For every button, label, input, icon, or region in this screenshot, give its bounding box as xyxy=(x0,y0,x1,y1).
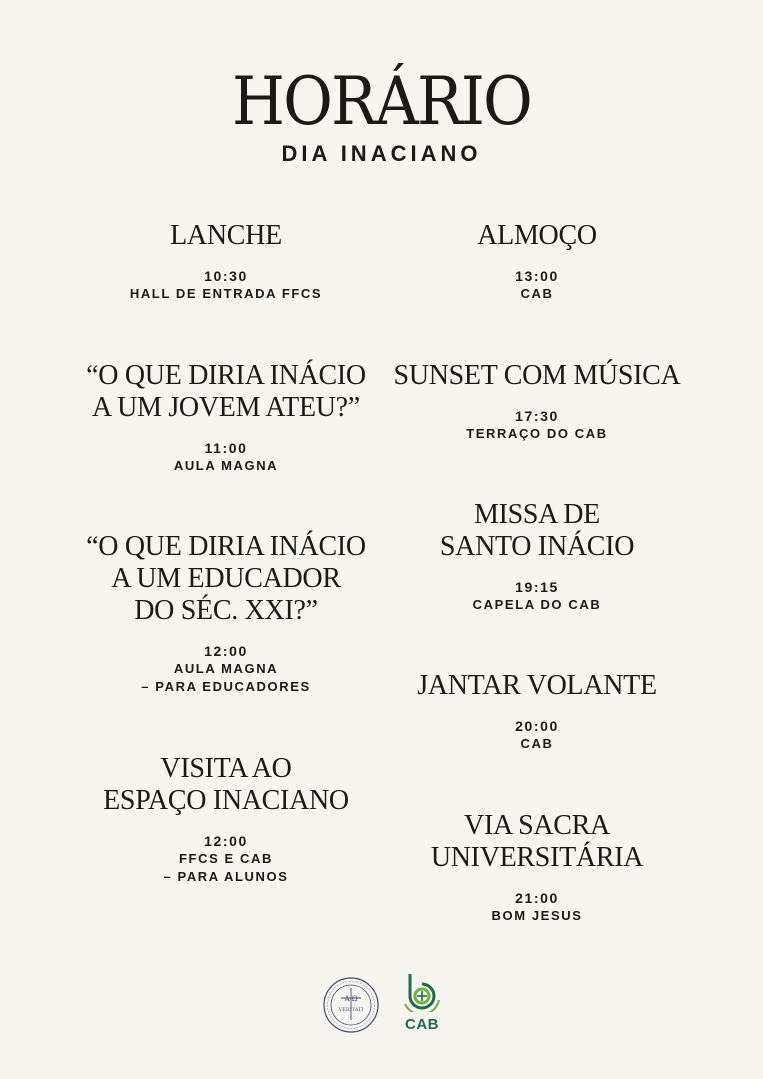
event-time: 20:00 xyxy=(515,718,559,734)
event-sunset xyxy=(377,360,697,443)
event-almoco xyxy=(377,220,697,303)
event-place: HALL DE ENTRADA FFCS xyxy=(129,286,323,301)
event-place: FFCS E CAB – PARA ALUNOS xyxy=(163,851,289,884)
event-title: VISITA AO ESPAÇO INACIANO xyxy=(103,753,349,816)
event-time: 10:30 xyxy=(204,268,248,284)
event-time: 17:30 xyxy=(515,408,559,424)
event-title: ALMOÇO xyxy=(477,220,597,251)
cab-label: CAB xyxy=(405,1016,439,1033)
event-time: 12:00 xyxy=(204,833,248,849)
event-time: 13:00 xyxy=(515,268,559,284)
event-place: AULA MAGNA xyxy=(173,458,279,473)
event-visita xyxy=(66,753,386,886)
event-jantar xyxy=(377,670,697,753)
event-title: “O QUE DIRIA INÁCIO A UM EDUCADOR DO SÉC. XXI?” xyxy=(86,531,366,626)
event-time: 12:00 xyxy=(204,643,248,659)
event-time: 19:15 xyxy=(515,579,559,595)
event-place: BOM JESUS xyxy=(491,908,583,923)
event-lanche xyxy=(66,220,386,303)
event-missa xyxy=(377,499,697,614)
page-title: HORÁRIO xyxy=(232,63,531,140)
cab-symbol-icon xyxy=(396,970,448,1012)
seal-letters: A Ω xyxy=(344,995,358,1003)
event-educador xyxy=(66,531,386,696)
university-seal-icon xyxy=(322,976,380,1034)
event-place: CAB xyxy=(520,286,554,301)
event-title: LANCHE xyxy=(170,220,282,251)
event-title: SUNSET COM MÚSICA xyxy=(393,360,681,391)
event-jovem-ateu xyxy=(66,360,386,475)
event-title: VIA SACRA UNIVERSITÁRIA xyxy=(430,810,644,873)
event-place: AULA MAGNA – PARA EDUCADORES xyxy=(141,661,311,694)
event-place: CAB xyxy=(520,736,554,751)
seal-motto: VERITATI xyxy=(338,1007,364,1013)
event-place: CAPELA DO CAB xyxy=(472,597,602,612)
event-via-sacra xyxy=(377,810,697,925)
event-title: MISSA DE SANTO INÁCIO xyxy=(439,499,635,562)
cab-logo xyxy=(396,970,448,1033)
footer-logos xyxy=(0,970,763,1040)
event-time: 21:00 xyxy=(515,890,559,906)
event-title: “O QUE DIRIA INÁCIO A UM JOVEM ATEU?” xyxy=(86,360,366,423)
event-time: 11:00 xyxy=(204,440,248,456)
page-subtitle: DIA INACIANO xyxy=(281,141,482,166)
event-place: TERRAÇO DO CAB xyxy=(466,426,608,441)
event-title: JANTAR VOLANTE xyxy=(417,670,657,701)
